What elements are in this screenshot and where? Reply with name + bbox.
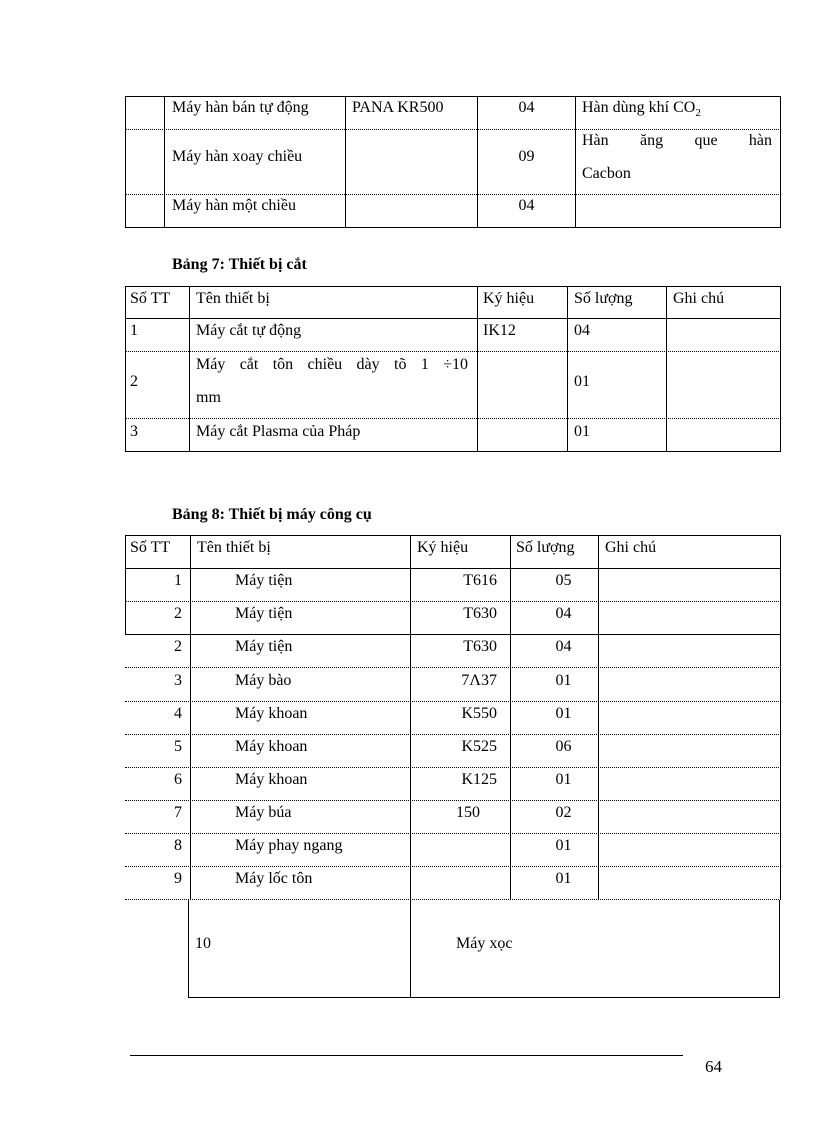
table-cell-name: Máy tiện <box>235 638 293 655</box>
table-cell-stt: 4 <box>174 705 182 722</box>
table-cell-stt: 10 <box>195 935 211 952</box>
header-stt: Số TT <box>130 539 171 556</box>
table-cell-qty: 01 <box>574 373 590 390</box>
table-cell-name: Máy bào <box>235 672 292 689</box>
table-cell-code: T616 <box>463 572 497 589</box>
table-cell-note <box>582 98 701 123</box>
table-cell-stt: 8 <box>174 837 182 854</box>
header-note: Ghi chú <box>673 290 725 307</box>
table-cell-qty: 09 <box>518 148 535 165</box>
note-subscript: 2 <box>695 107 701 120</box>
table-cell-qty: 01 <box>555 837 572 854</box>
table-cell-stt: 6 <box>174 771 182 788</box>
table-cell-stt: 3 <box>130 423 138 440</box>
table-cell-code: 150 <box>456 804 480 821</box>
table-cell-stt: 5 <box>174 738 182 755</box>
header-stt: Số TT <box>130 290 171 307</box>
footer-rule <box>130 1055 683 1056</box>
table-cell-name: Máy xọc <box>456 935 513 952</box>
table-cell-name: Máy phay ngang <box>235 837 343 854</box>
table-cell-stt: 3 <box>174 672 182 689</box>
table-cell-code: IK12 <box>483 322 516 339</box>
table-cell-stt: 1 <box>174 572 182 589</box>
table-cell-name: Máy hàn xoay chiều <box>172 148 303 165</box>
table-cell-code: K550 <box>461 705 497 722</box>
table-cell-qty: 01 <box>555 870 572 887</box>
table-cell-name: Máy khoan <box>235 738 308 755</box>
table-cell-qty: 01 <box>555 705 572 722</box>
header-name: Tên thiết bị <box>197 539 271 556</box>
table-cell-note-line2: Cacbon <box>582 165 631 182</box>
table-cell-name: Máy lốc tôn <box>235 870 313 887</box>
table-cell-note-line1: Hàn ăng que hàn <box>582 132 772 149</box>
table-cell-name: Máy khoan <box>235 705 308 722</box>
header-note: Ghi chú <box>605 539 657 556</box>
table-cell-stt: 7 <box>174 804 182 821</box>
page-number: 64 <box>705 1057 722 1076</box>
table-cell-qty: 04 <box>555 638 572 655</box>
table-cell-name: Máy cắt Plasma của Pháp <box>196 423 361 440</box>
table-cell-name: Máy búa <box>235 804 292 821</box>
table-cell-stt: 9 <box>174 870 182 887</box>
table-cell-stt: 2 <box>174 605 182 622</box>
table-cell-stt: 1 <box>130 322 138 339</box>
table-cell-qty: 01 <box>555 672 572 689</box>
table-cell-code: K125 <box>461 771 497 788</box>
table-cell-qty: 05 <box>555 572 572 589</box>
table-cell-code: T630 <box>463 605 497 622</box>
table-cell-qty: 06 <box>555 738 572 755</box>
table-cell-qty: 04 <box>518 99 535 116</box>
table-cell-qty: 01 <box>555 771 572 788</box>
table-cell-name: Máy khoan <box>235 771 308 788</box>
table-cell-name: Máy hàn bán tự động <box>172 99 309 116</box>
table-7-caption: Bảng 7: Thiết bị cắt <box>172 256 307 273</box>
header-qty: Số lượng <box>574 290 633 307</box>
table-cell-name: Máy tiện <box>235 572 293 589</box>
table-cell-name: Máy tiện <box>235 605 293 622</box>
table-cell-stt: 2 <box>174 638 182 655</box>
header-name: Tên thiết bị <box>196 290 270 307</box>
table-cell-qty: 01 <box>574 423 590 440</box>
header-qty: Số lượng <box>516 539 575 556</box>
table-cell-qty: 02 <box>555 804 572 821</box>
table-cell-qty: 04 <box>574 322 590 339</box>
table-cell-name: Máy cắt tự động <box>196 322 302 339</box>
note-text: Hàn dùng khí CO <box>582 99 696 116</box>
table-cell-code: PANA KR500 <box>352 99 444 116</box>
table-8-caption: Bảng 8: Thiết bị máy công cụ <box>172 506 372 523</box>
header-code: Ký hiệu <box>417 539 469 556</box>
table-cell-code: 7Λ37 <box>461 672 497 689</box>
table-cell-name: Máy hàn một chiều <box>172 197 296 214</box>
table-cell-qty: 04 <box>518 197 535 214</box>
table-cell-code: K525 <box>461 738 497 755</box>
table-cell-qty: 04 <box>555 605 572 622</box>
header-code: Ký hiệu <box>483 290 535 307</box>
table-cell-code: T630 <box>463 638 497 655</box>
table-cell-stt: 2 <box>130 373 138 390</box>
table-cell-name-line2: mm <box>196 389 221 406</box>
table-cell-name-line1: Máy cắt tôn chiều dày tõ 1 ÷10 <box>196 356 468 373</box>
